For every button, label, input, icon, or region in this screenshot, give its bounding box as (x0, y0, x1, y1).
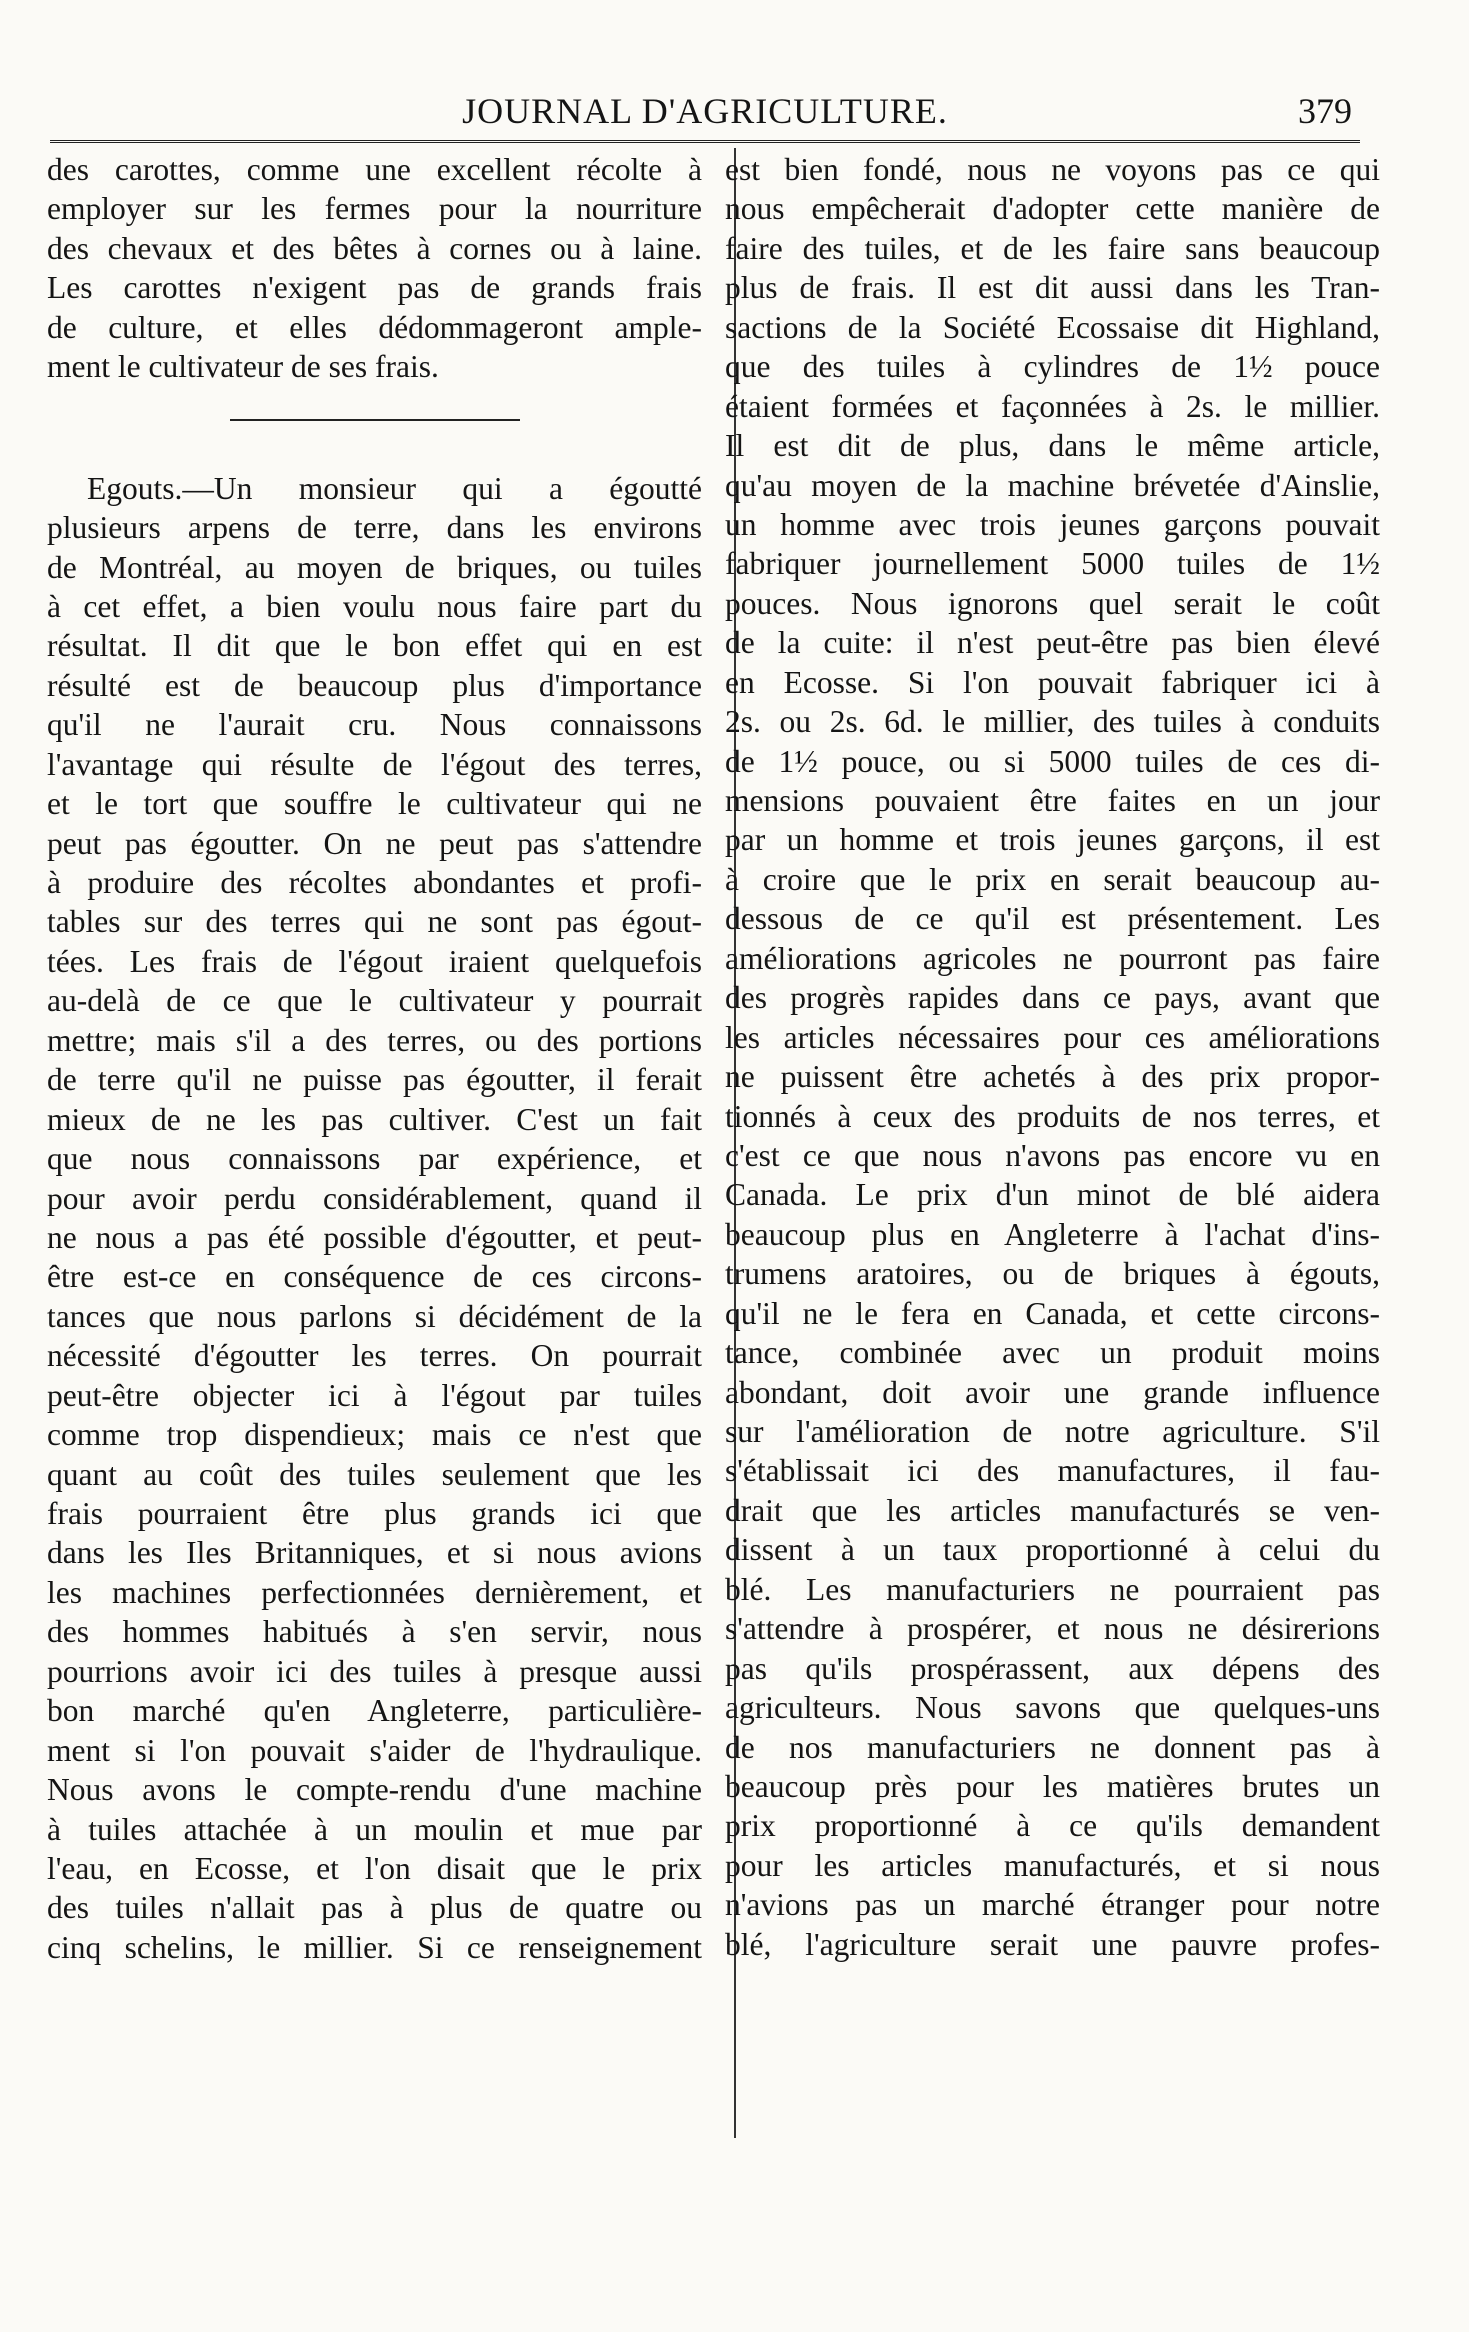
text-line: résultat. Il dit que le bon effet qui en est (47, 628, 702, 664)
text-line: l'avantage qui résulte de l'égout des terres, (47, 746, 702, 782)
text-line: ne puissent être achetés à des prix propor- (725, 1059, 1380, 1095)
text-line: pourrions avoir ici des tuiles à presque aussi (47, 1653, 702, 1689)
text-line: blé. Les manufacturiers ne pourraient pas (725, 1571, 1380, 1607)
text-line: au-delà de ce que le cultivateur y pourrait (47, 983, 702, 1019)
text-line: que des tuiles à cylindres de 1½ pouce (725, 349, 1380, 385)
text-line: des progrès rapides dans ce pays, avant que (725, 980, 1380, 1016)
text-line: étaient formées et façonnées à 2s. le millier. (725, 388, 1380, 424)
text-line: dans les Iles Britanniques, et si nous avions (47, 1535, 702, 1571)
page-header (50, 90, 1360, 134)
text-line: tables sur des terres qui ne sont pas égout- (47, 904, 702, 940)
text-line: est bien fondé, nous ne voyons pas ce qui (725, 152, 1380, 187)
text-line: que nous connaissons par expérience, et (47, 1141, 702, 1177)
text-line: en Ecosse. Si l'on pouvait fabriquer ici à (725, 664, 1380, 700)
text-line: ment si l'on pouvait s'aider de l'hydraulique. (47, 1732, 702, 1768)
text-line: tances que nous parlons si décidément de la (47, 1298, 702, 1334)
text-line: drait que les articles manufacturés se ven- (725, 1492, 1380, 1528)
text-line: pouces. Nous ignorons quel serait le coût (725, 585, 1380, 621)
text-line: cinq schelins, le millier. Si ce renseignement (47, 1929, 702, 1965)
text-line: n'avions pas un marché étranger pour notre (725, 1887, 1380, 1923)
text-line: frais pourraient être plus grands ici que (47, 1496, 702, 1531)
text-line: mieux de ne les pas cultiver. C'est un fait (47, 1101, 702, 1137)
text-line: Il est dit de plus, dans le même article, (725, 428, 1380, 464)
section-divider (230, 419, 520, 421)
text-line: Canada. Le prix d'un minot de blé aidera (725, 1177, 1380, 1213)
text-line: pas qu'ils prospérassent, aux dépens des (725, 1650, 1380, 1686)
text-line: des tuiles n'allait pas à plus de quatre ou (47, 1890, 702, 1926)
text-line: blé, l'agriculture serait une pauvre profes- (725, 1926, 1380, 1962)
text-line: peut-être objecter ici à l'égout par tuiles (47, 1377, 702, 1413)
text-line: de nos manufacturiers ne donnent pas à (725, 1729, 1380, 1765)
text-line: à cet effet, a bien voulu nous faire part du (47, 588, 702, 624)
text-line: s'établissait ici des manufactures, il fau- (725, 1453, 1380, 1489)
text-line: Nous avons le compte-rendu d'une machine (47, 1772, 702, 1808)
text-line: plus de frais. Il est dit aussi dans les Tran- (725, 270, 1380, 306)
text-line: ment le cultivateur de ses frais. (47, 349, 439, 385)
text-line: qu'il ne l'aurait cru. Nous connaissons (47, 707, 702, 743)
text-line: agriculteurs. Nous savons que quelques-uns (725, 1690, 1380, 1726)
text-line: s'attendre à prospérer, et nous ne désirerions (725, 1611, 1380, 1647)
text-line: de terre qu'il ne puisse pas égoutter, il ferait (47, 1062, 702, 1098)
text-line: nécessité d'égoutter les terres. On pourrait (47, 1338, 702, 1374)
text-line: sactions de la Société Ecossaise dit Highland, (725, 309, 1380, 345)
text-line: à croire que le prix en serait beaucoup au- (725, 861, 1380, 897)
text-line: beaucoup près pour les matières brutes un (725, 1768, 1380, 1804)
right-column (725, 150, 1380, 1964)
text-line: beaucoup plus en Angleterre à l'achat d'ins- (725, 1216, 1380, 1252)
text-line: sur l'amélioration de notre agriculture. S'il (725, 1414, 1380, 1449)
text-line: qu'il ne le fera en Canada, et cette circons- (725, 1295, 1380, 1331)
text-line: Les carottes n'exigent pas de grands frais (47, 270, 702, 306)
text-line: par un homme et trois jeunes garçons, il est (725, 822, 1380, 858)
text-line: 2s. ou 2s. 6d. le millier, des tuiles à conduits (725, 704, 1380, 740)
text-line: à produire des récoltes abondantes et profi- (47, 865, 702, 900)
text-line: mettre; mais s'il a des terres, ou des portions (47, 1022, 702, 1058)
text-line: des hommes habitués à s'en servir, nous (47, 1614, 702, 1650)
text-line: nous empêcherait d'adopter cette manière de (725, 191, 1380, 227)
page-number: 379 (1298, 91, 1352, 131)
text-line: prix proportionné à ce qu'ils demandent (725, 1808, 1380, 1844)
text-line: mensions pouvaient être faites en un jour (725, 783, 1380, 818)
text-line: tionnés à ceux des produits de nos terres, et (725, 1098, 1380, 1134)
text-line: faire des tuiles, et de les faire sans beaucoup (725, 230, 1380, 266)
text-line: un homme avec trois jeunes garçons pouvait (725, 506, 1380, 542)
text-line: de la cuite: il n'est peut-être pas bien élevé (725, 625, 1380, 661)
text-line: tées. Les frais de l'égout iraient quelquefois (47, 943, 702, 979)
text-line: de culture, et elles dédommageront ample- (47, 309, 702, 345)
text-line: pour les articles manufacturés, et si nous (725, 1847, 1380, 1883)
text-line: peut pas égoutter. On ne peut pas s'attendre (47, 825, 702, 861)
text-line: dissent à un taux proportionné à celui du (725, 1532, 1380, 1568)
header-rule (50, 140, 1360, 143)
text-line: des carottes, comme une excellent récolte à (47, 152, 702, 187)
text-line: ne nous a pas été possible d'égoutter, et peut- (47, 1219, 702, 1255)
paragraph-continued (725, 150, 1380, 1964)
text-line: être est-ce en conséquence de ces circons- (47, 1259, 702, 1295)
text-line: dessous de ce qu'il est présentement. Les (725, 901, 1380, 937)
text-line: comme trop dispendieux; mais ce n'est que (47, 1417, 702, 1453)
text-line: des chevaux et des bêtes à cornes ou à laine. (47, 230, 702, 266)
text-line: employer sur les fermes pour la nourriture (47, 191, 702, 227)
text-line: abondant, doit avoir une grande influence (725, 1374, 1380, 1410)
text-line: pour avoir perdu considérablement, quand il (47, 1180, 702, 1216)
text-line: bon marché qu'en Angleterre, particulière- (47, 1693, 702, 1729)
text-line: plusieurs arpens de terre, dans les environs (47, 510, 702, 546)
paragraph-carottes (47, 150, 702, 387)
text-line: trumens aratoires, ou de briques à égouts, (725, 1256, 1380, 1292)
left-column (47, 150, 702, 1967)
text-line: améliorations agricoles ne pourront pas faire (725, 940, 1380, 976)
text-line: l'eau, en Ecosse, et l'on disait que le prix (47, 1850, 702, 1886)
text-line: quant au coût des tuiles seulement que les (47, 1456, 702, 1492)
text-line: les machines perfectionnées dernièrement, et (47, 1574, 702, 1610)
text-line: c'est ce que nous n'avons pas encore vu en (725, 1137, 1380, 1173)
text-line: résulté est de beaucoup plus d'importance (47, 667, 702, 703)
text-line: tance, combinée avec un produit moins (725, 1335, 1380, 1371)
text-line: qu'au moyen de la machine brévetée d'Ainslie, (725, 467, 1380, 503)
text-line: fabriquer journellement 5000 tuiles de 1½ (725, 546, 1380, 582)
text-line: et le tort que souffre le cultivateur qui ne (47, 786, 702, 822)
text-line: à tuiles attachée à un moulin et mue par (47, 1811, 702, 1847)
text-line: Egouts.—Un monsieur qui a égoutté (87, 470, 702, 506)
text-line: les articles nécessaires pour ces améliorations (725, 1019, 1380, 1055)
text-line: de Montréal, au moyen de briques, ou tuiles (47, 549, 702, 585)
paragraph-egouts (47, 469, 702, 1968)
running-title: JOURNAL D'AGRICULTURE. (462, 91, 948, 131)
text-line: de 1½ pouce, ou si 5000 tuiles de ces di- (725, 743, 1380, 779)
